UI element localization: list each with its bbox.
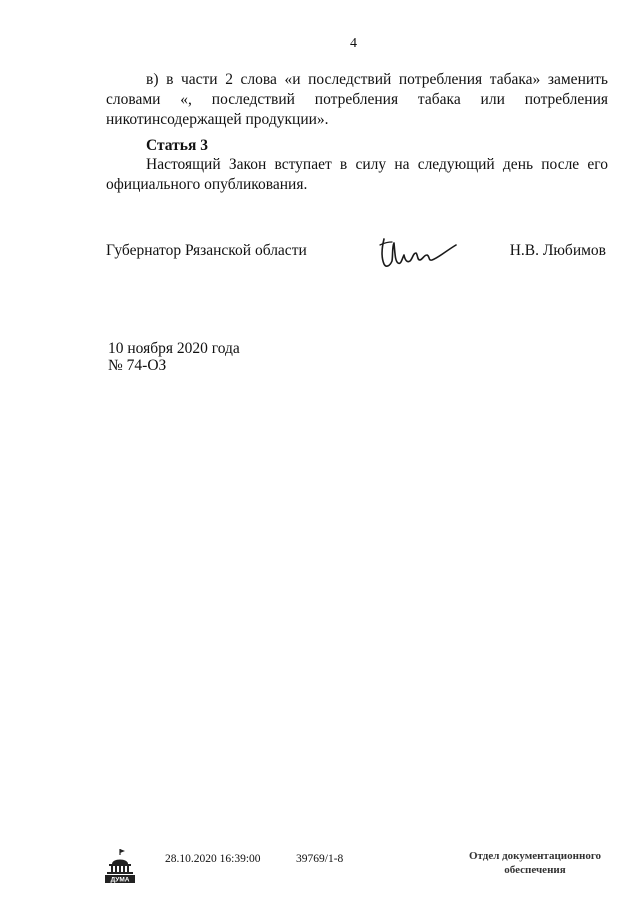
footer-timestamp: 28.10.2020 16:39:00: [165, 853, 261, 865]
footer-department-stamp: [460, 849, 610, 877]
page-number: 4: [350, 36, 357, 51]
duma-logo-icon: [103, 848, 137, 884]
article-heading: Статья 3: [146, 137, 208, 154]
document-date: 10 ноября 2020 года: [108, 340, 240, 357]
duma-logo-text: ДУМА: [110, 876, 130, 884]
document-number: № 74-ОЗ: [108, 357, 167, 374]
footer-department-line2: обеспечения: [504, 864, 566, 876]
paragraph-item-v: в) в части 2 слова «и последствий потребления табака» заменить словами «, последствий потребления табака или потребления никотинсодержащей продукции».: [106, 71, 608, 128]
article-text: Настоящий Закон вступает в силу на следующий день после его официального опубликования.: [106, 156, 608, 193]
footer-department-line1: Отдел документационного: [468, 850, 602, 862]
signatory-name: Н.В. Любимов: [509, 242, 606, 259]
footer-document-id: 39769/1-8: [296, 853, 344, 865]
signatory-position: Губернатор Рязанской области: [106, 242, 307, 259]
handwritten-signature: [378, 233, 460, 273]
